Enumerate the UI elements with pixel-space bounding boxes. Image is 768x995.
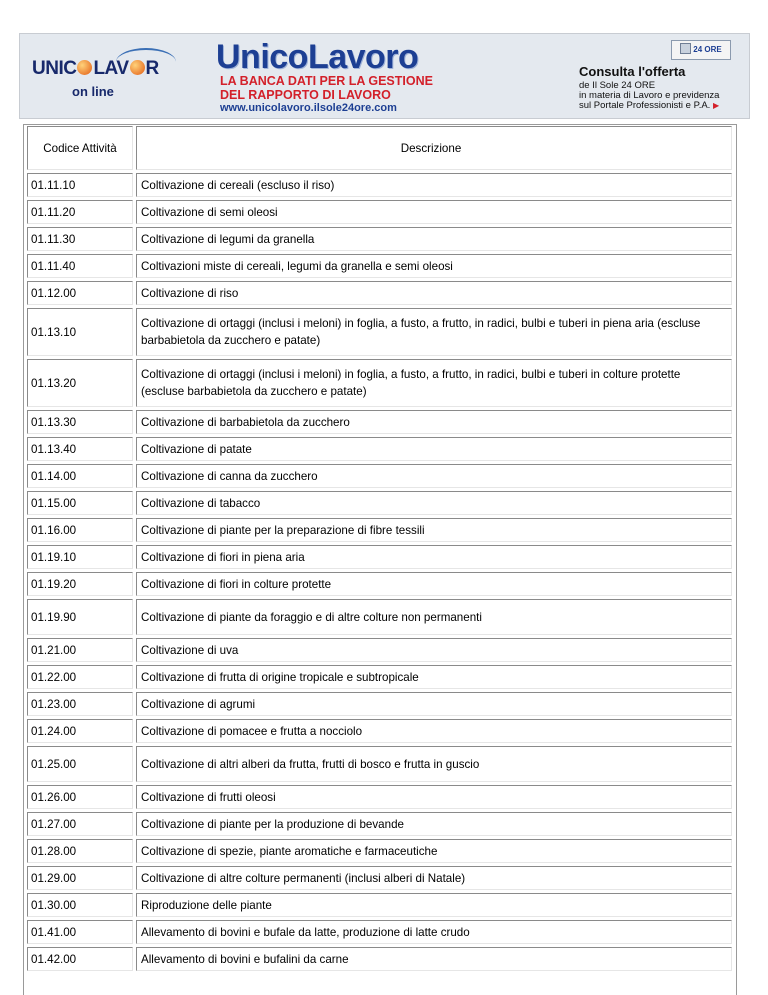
codice-cell: 01.24.00 — [27, 719, 133, 743]
descrizione-cell: Coltivazione di riso — [136, 281, 732, 305]
descrizione-cell: Coltivazione di barbabietola da zucchero — [136, 410, 732, 434]
header-codice-attivita: Codice Attività — [27, 126, 133, 170]
descrizione-cell: Coltivazione di cereali (escluso il riso) — [136, 173, 732, 197]
table-row — [27, 893, 732, 917]
table-row — [27, 308, 732, 356]
table-row — [27, 638, 732, 662]
activity-codes-table — [23, 124, 737, 995]
codice-cell: 01.41.00 — [27, 920, 133, 944]
sole24ore-badge: 24 ORE — [671, 40, 731, 60]
descrizione-cell: Coltivazione di piante per la preparazione di fibre tessili — [136, 518, 732, 542]
table-row — [27, 839, 732, 863]
codice-cell: 01.23.00 — [27, 692, 133, 716]
descrizione-cell: Coltivazione di canna da zucchero — [136, 464, 732, 488]
descrizione-cell: Coltivazioni miste di cereali, legumi da granella e semi oleosi — [136, 254, 732, 278]
promo-line-1: de Il Sole 24 ORE — [579, 80, 656, 91]
codice-cell: 01.13.20 — [27, 359, 133, 407]
banner-promo[interactable] — [575, 38, 745, 114]
descrizione-cell: Coltivazione di frutti oleosi — [136, 785, 732, 809]
codice-cell: 01.29.00 — [27, 866, 133, 890]
logo-wordmark: UNIC LAV R — [32, 58, 159, 79]
banner-title: UnicoLavoro — [216, 38, 419, 76]
descrizione-cell: Allevamento di bovini e bufale da latte, produzione di latte crudo — [136, 920, 732, 944]
unicolavoro-logo — [26, 48, 196, 108]
banner-brand — [210, 38, 500, 116]
table-row — [27, 359, 732, 407]
table-row — [27, 518, 732, 542]
descrizione-cell: Coltivazione di spezie, piante aromatiche e farmaceutiche — [136, 839, 732, 863]
descrizione-cell: Coltivazione di frutta di origine tropicale e subtropicale — [136, 665, 732, 689]
descrizione-cell: Coltivazione di agrumi — [136, 692, 732, 716]
descrizione-cell: Coltivazione di patate — [136, 437, 732, 461]
descrizione-cell: Coltivazione di tabacco — [136, 491, 732, 515]
table-header-row — [27, 126, 732, 170]
table-row — [27, 785, 732, 809]
table-row — [27, 437, 732, 461]
logo-orange-ball-icon-2 — [130, 60, 145, 75]
codice-cell: 01.13.10 — [27, 308, 133, 356]
codice-cell: 01.27.00 — [27, 812, 133, 836]
table-row — [27, 692, 732, 716]
table-row — [27, 200, 732, 224]
codice-cell: 01.42.00 — [27, 947, 133, 971]
table-row — [27, 173, 732, 197]
descrizione-cell: Coltivazione di ortaggi (inclusi i meloni) in foglia, a fusto, a frutto, in radici, bulbi e tuberi in piena aria (escluse barbabietola da zucchero e patate) — [136, 308, 732, 356]
logo-orange-ball-icon — [77, 60, 92, 75]
logo-subtitle: on line — [72, 84, 114, 99]
table-row — [27, 920, 732, 944]
descrizione-cell: Coltivazione di pomacee e frutta a nocciolo — [136, 719, 732, 743]
codice-cell: 01.11.10 — [27, 173, 133, 197]
table-row — [27, 572, 732, 596]
descrizione-cell: Coltivazione di fiori in colture protette — [136, 572, 732, 596]
table-row — [27, 812, 732, 836]
table-row — [27, 491, 732, 515]
descrizione-cell: Coltivazione di piante per la produzione di bevande — [136, 812, 732, 836]
unicolavoro-banner[interactable] — [19, 33, 750, 119]
table-row — [27, 665, 732, 689]
codice-cell: 01.13.30 — [27, 410, 133, 434]
table-row — [27, 719, 732, 743]
header-descrizione: Descrizione — [136, 126, 732, 170]
codice-cell: 01.12.00 — [27, 281, 133, 305]
codice-cell: 01.14.00 — [27, 464, 133, 488]
descrizione-cell: Coltivazione di altri alberi da frutta, frutti di bosco e frutta in guscio — [136, 746, 732, 782]
codice-cell: 01.11.40 — [27, 254, 133, 278]
descrizione-cell: Coltivazione di legumi da granella — [136, 227, 732, 251]
codice-cell: 01.28.00 — [27, 839, 133, 863]
codice-cell: 01.25.00 — [27, 746, 133, 782]
table-row — [27, 947, 732, 971]
table-row — [27, 281, 732, 305]
promo-line-2: in materia di Lavoro e previdenza — [579, 90, 720, 101]
codice-cell: 01.11.30 — [27, 227, 133, 251]
codice-cell: 01.22.00 — [27, 665, 133, 689]
table-row — [27, 464, 732, 488]
descrizione-cell: Coltivazione di ortaggi (inclusi i meloni) in foglia, a fusto, a frutto, in radici, bulbi e tuberi in colture protette (escluse barbabietola da zucchero e patate) — [136, 359, 732, 407]
codice-cell: 01.30.00 — [27, 893, 133, 917]
table-row — [27, 545, 732, 569]
codice-cell: 01.19.90 — [27, 599, 133, 635]
sole-logo-icon — [680, 43, 691, 54]
table-row — [27, 227, 732, 251]
table-row — [27, 410, 732, 434]
table-row — [27, 599, 732, 635]
descrizione-cell: Allevamento di bovini e bufalini da carne — [136, 947, 732, 971]
codice-cell: 01.16.00 — [27, 518, 133, 542]
play-arrow-icon: ▶ — [712, 101, 720, 110]
banner-tagline-1: LA BANCA DATI PER LA GESTIONE — [220, 74, 433, 88]
banner-url-link[interactable]: www.unicolavoro.ilsole24ore.com — [220, 102, 397, 114]
descrizione-cell: Coltivazione di semi oleosi — [136, 200, 732, 224]
table-row — [27, 746, 732, 782]
codice-cell: 01.11.20 — [27, 200, 133, 224]
codice-cell: 01.13.40 — [27, 437, 133, 461]
descrizione-cell: Coltivazione di fiori in piena aria — [136, 545, 732, 569]
descrizione-cell: Coltivazione di altre colture permanenti (inclusi alberi di Natale) — [136, 866, 732, 890]
banner-tagline-2: DEL RAPPORTO DI LAVORO — [220, 88, 391, 102]
codice-cell: 01.19.10 — [27, 545, 133, 569]
codice-cell: 01.15.00 — [27, 491, 133, 515]
descrizione-cell: Coltivazione di uva — [136, 638, 732, 662]
codice-cell: 01.26.00 — [27, 785, 133, 809]
table-row — [27, 254, 732, 278]
promo-title: Consulta l'offerta — [579, 64, 686, 79]
descrizione-cell: Coltivazione di piante da foraggio e di altre colture non permanenti — [136, 599, 732, 635]
codice-cell: 01.19.20 — [27, 572, 133, 596]
table-row — [27, 866, 732, 890]
codice-cell: 01.21.00 — [27, 638, 133, 662]
promo-line-3: sul Portale Professionisti e P.A. ▶ — [579, 100, 720, 111]
descrizione-cell: Riproduzione delle piante — [136, 893, 732, 917]
